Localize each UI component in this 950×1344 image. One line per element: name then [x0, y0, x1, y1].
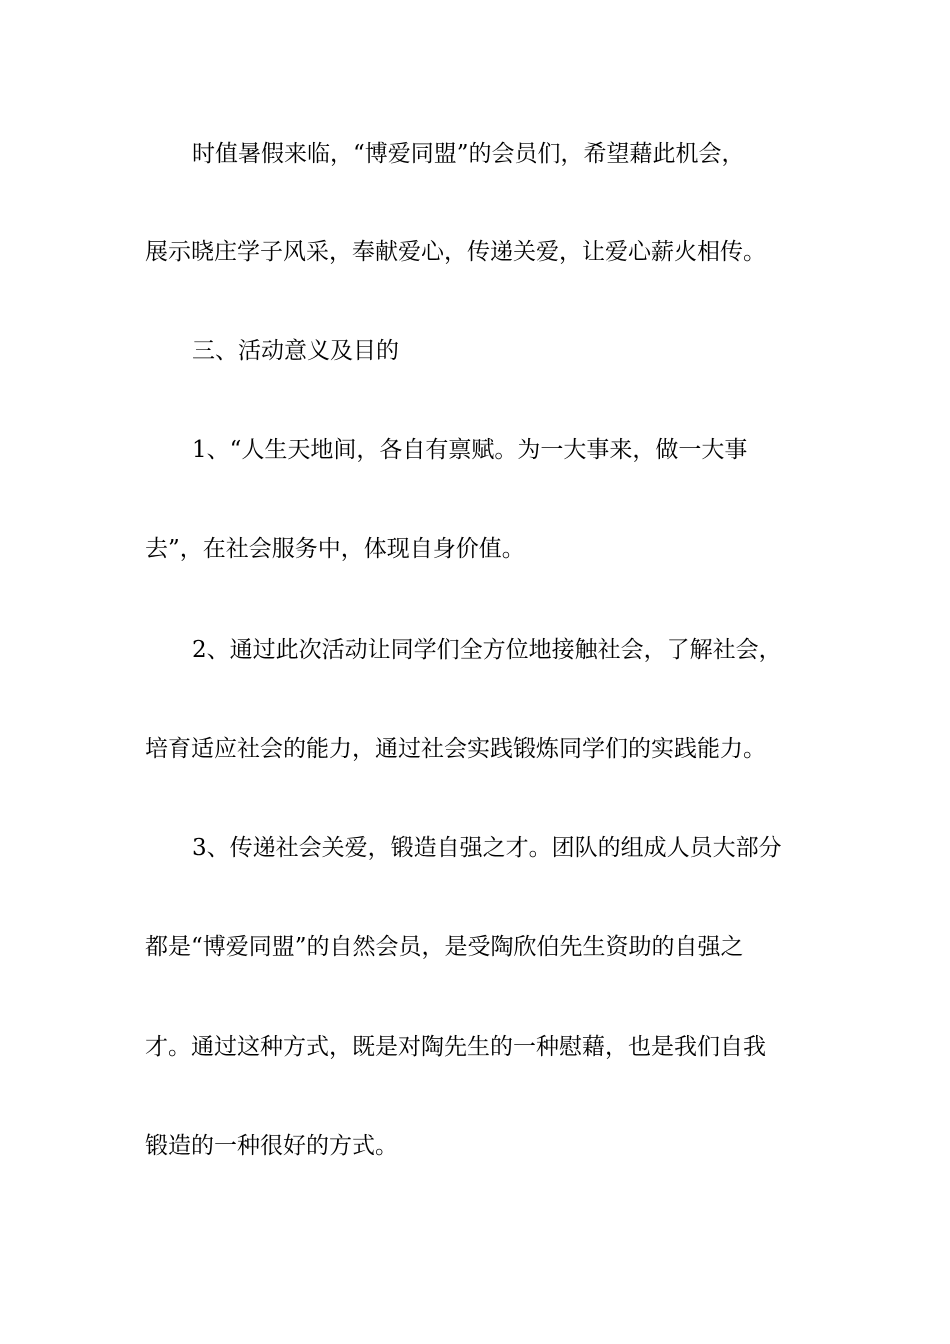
paragraph-4-line-3: 才。通过这种方式，既是对陶先生的一种慰藉，也是我们自我 [145, 1034, 766, 1060]
section-heading: 三、活动意义及目的 [192, 338, 399, 364]
paragraph-4-line-4: 锻造的一种很好的方式。 [145, 1133, 398, 1159]
paragraph-4-line-2: 都是“博爱同盟”的自然会员，是受陶欣伯先生资助的自强之 [145, 934, 744, 960]
paragraph-1-line-1: 时值暑假来临，“博爱同盟”的会员们，希望藉此机会， [192, 141, 745, 167]
paragraph-3-line-1: 2、通过此次活动让同学们全方位地接触社会，了解社会， [192, 637, 782, 663]
paragraph-4-line-1: 3、传递社会关爱，锻造自强之才。团队的组成人员大部分 [192, 835, 782, 861]
paragraph-2-line-2: 去”，在社会服务中，体现自身价值。 [145, 536, 525, 562]
paragraph-2-line-1: 1、“人生天地间，各自有禀赋。为一大事来，做一大事 [192, 437, 748, 463]
paragraph-1-line-2: 展示晓庄学子风采，奉献爱心，传递关爱，让爱心薪火相传。 [145, 239, 766, 265]
paragraph-3-line-2: 培育适应社会的能力，通过社会实践锻炼同学们的实践能力。 [145, 736, 766, 762]
